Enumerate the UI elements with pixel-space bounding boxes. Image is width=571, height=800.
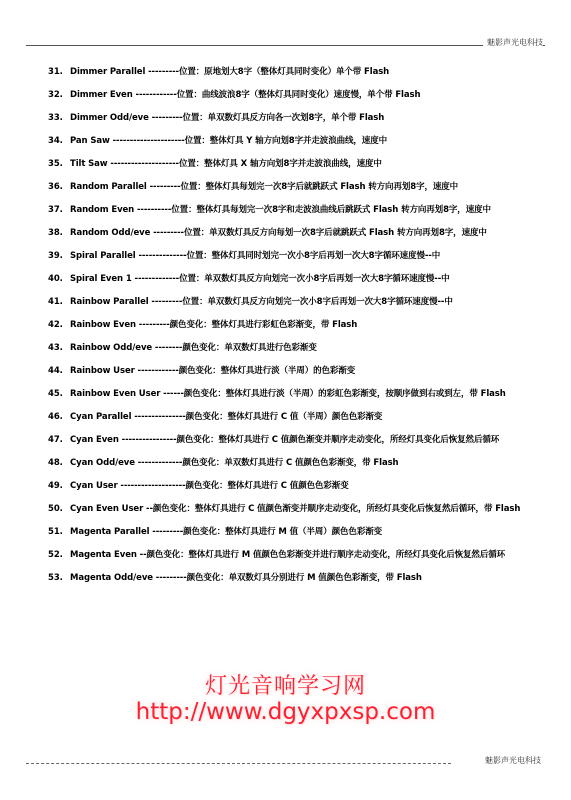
item-number: 34.: [48, 136, 63, 146]
item-number: 41.: [48, 297, 63, 307]
item-number: 51.: [48, 527, 63, 537]
item-text: Rainbow Even ---------颜色变化：整体灯具进行彩虹色彩渐变，带 Flash: [70, 320, 358, 330]
list-item: [26, 181, 548, 194]
item-text: Cyan Odd/eve -------------颜色变化：单双数灯具进行 C 值颜色色彩渐变，带 Flash: [70, 458, 399, 468]
list-item: [26, 204, 548, 217]
item-number: 47.: [48, 435, 63, 445]
item-text: Rainbow Odd/eve --------颜色变化：单双数灯具进行色彩渐变: [70, 343, 317, 353]
list-item: [26, 227, 548, 240]
list-item: [26, 457, 548, 470]
item-number: 33.: [48, 113, 63, 123]
list-item: [26, 572, 548, 585]
item-text: Dimmer Even ------------位置：曲线波浪8字（整体灯具同时变化）速度慢，单个带 Flash: [70, 90, 421, 100]
item-number: 42.: [48, 320, 63, 330]
item-text: Random Parallel ---------位置：整体灯具每划完一次8字后就跳跃式 Flash 转方向再划8字，速度中: [70, 182, 459, 192]
list-item: [26, 365, 548, 378]
item-text: Magenta Parallel ---------颜色变化：整体灯具进行 M 值（半周）颜色色彩渐变: [70, 527, 383, 537]
item-number: 50.: [48, 504, 63, 514]
list-item: [26, 296, 548, 309]
item-number: 40.: [48, 274, 63, 284]
list-item: [26, 250, 548, 263]
item-text: Dimmer Parallel ---------位置：原地划大8字（整体灯具同时变化）单个带 Flash: [70, 67, 390, 77]
item-list: [26, 66, 548, 595]
item-text: Rainbow Even User ------颜色变化：整体灯具进行淡（半周）的彩虹色彩渐变，按顺序做到右或到左，带 Flash: [70, 389, 506, 399]
list-item: [26, 549, 548, 562]
watermark-url: http://www.dgyxpxsp.com: [135, 699, 436, 725]
list-item: [26, 503, 548, 516]
item-text: Random Odd/eve ---------位置：单双数灯具反方向每划一次8字后就跳跃式 Flash 转方向再划8字，速度中: [70, 228, 487, 238]
item-text: Dimmer Odd/eve ---------位置：单双数灯具反方向各一次划8字，单个带 Flash: [70, 113, 385, 123]
item-text: Cyan Even User --颜色变化：整体灯具进行 C 值颜色渐变并顺序走动变化，所经灯具变化后恢复然后循环，带 Flash: [70, 504, 521, 514]
list-item: [26, 89, 548, 102]
list-item: [26, 273, 548, 286]
item-text: Spiral Parallel --------------位置：整体灯具同时划完一次小8字后再划一次大8字循环速度慢--中: [70, 251, 441, 261]
item-number: 32.: [48, 90, 63, 100]
item-text: Magenta Odd/eve ---------颜色变化：单双数灯具分别进行 M 值颜色色彩渐变，带 Flash: [70, 573, 422, 583]
header-rule: [26, 45, 545, 46]
item-number: 43.: [48, 343, 63, 353]
footer-rule: [26, 763, 451, 764]
item-number: 31.: [48, 67, 63, 77]
item-text: Cyan User -------------------颜色变化：整体灯具进行 C 值颜色色彩渐变: [70, 481, 349, 491]
watermark-title: 灯光音响学习网: [204, 674, 366, 699]
list-item: [26, 480, 548, 493]
item-text: Magenta Even --颜色变化：整体灯具进行 M 值颜色色彩渐变并进行顺序走动变化，所经灯具变化后恢复然后循环: [70, 550, 506, 560]
item-number: 48.: [48, 458, 63, 468]
item-number: 44.: [48, 366, 63, 376]
item-number: 36.: [48, 182, 63, 192]
item-text: Cyan Even ----------------颜色变化：整体灯具进行 C 值颜色渐变并顺序走动变化，所经灯具变化后恢复然后循环: [70, 435, 500, 445]
item-text: Random Even ----------位置：整体灯具每划完一次8字和走波浪曲线后跳跃式 Flash 转方向再划8字，速度中: [70, 205, 491, 215]
list-item: [26, 388, 548, 401]
item-number: 45.: [48, 389, 63, 399]
item-number: 49.: [48, 481, 63, 491]
item-number: 39.: [48, 251, 63, 261]
list-item: [26, 434, 548, 447]
footer-company: 魅影声光电科技: [485, 756, 541, 765]
item-text: Rainbow Parallel ---------位置：单双数灯具反方向划完一次小8字后再划一次大8字循环速度慢--中: [70, 297, 453, 307]
list-item: [26, 319, 548, 332]
item-text: Cyan Parallel ---------------颜色变化：整体灯具进行 C 值（半周）颜色色彩渐变: [70, 412, 383, 422]
item-text: Pan Saw ---------------------位置：整体灯具 Y 轴方向划8字并走波浪曲线，速度中: [70, 136, 387, 146]
list-item: [26, 66, 548, 79]
item-text: Spiral Even 1 -------------位置：单双数灯具反方向划完一次小8字后再划一次大8字循环速度慢--中: [70, 274, 450, 284]
item-number: 46.: [48, 412, 63, 422]
list-item: [26, 411, 548, 424]
item-text: Rainbow User ------------颜色变化：整体灯具进行淡（半周）的色彩渐变: [70, 366, 356, 376]
header-company: 魅影声光电科技: [483, 37, 543, 48]
item-number: 37.: [48, 205, 63, 215]
list-item: [26, 342, 548, 355]
item-number: 53.: [48, 573, 63, 583]
list-item: [26, 135, 548, 148]
item-number: 38.: [48, 228, 63, 238]
item-text: Tilt Saw --------------------位置：整体灯具 X 轴方向划8字并走波浪曲线，速度中: [70, 159, 382, 169]
list-item: [26, 526, 548, 539]
list-item: [26, 112, 548, 125]
list-item: [26, 158, 548, 171]
item-number: 52.: [48, 550, 63, 560]
item-number: 35.: [48, 159, 63, 169]
